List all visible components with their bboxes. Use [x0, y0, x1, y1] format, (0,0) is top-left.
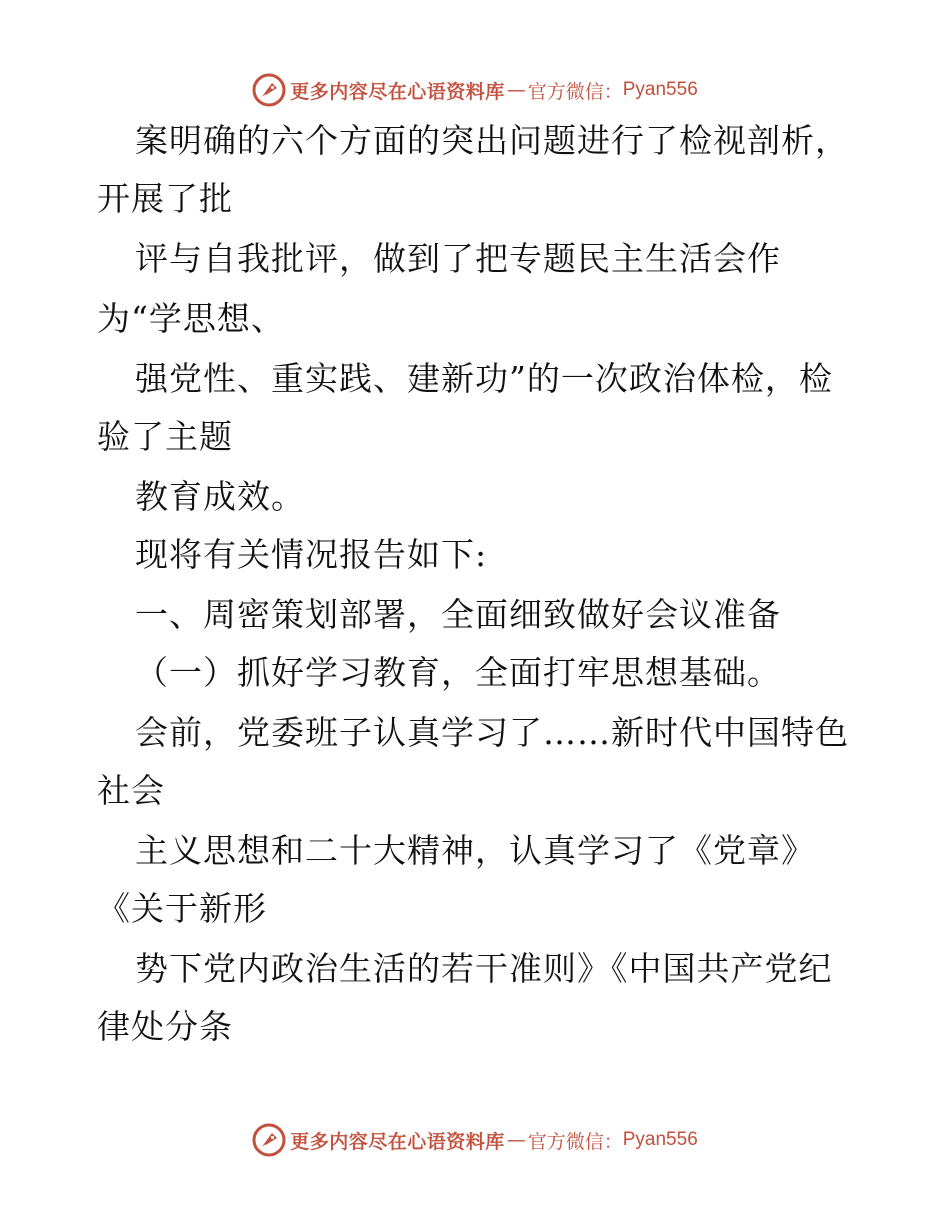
subsection-heading: （一）抓好学习教育，全面打牢思想基础。 [135, 653, 781, 692]
footer-brand-text: 更多内容尽在心语资料库 [290, 1130, 505, 1153]
footer-banner [0, 1120, 950, 1160]
body-line: 评与自我批评，做到了把专题民主生活会作 [135, 239, 781, 278]
pen-nib-logo-icon [252, 1123, 286, 1157]
footer-wechat-label: 官方微信： [527, 1130, 623, 1153]
body-line: 《关于新形 [97, 889, 267, 928]
body-line: 强党性、重实践、建新功”的一次政治体检，检 [135, 359, 833, 398]
header-separator: — [506, 79, 526, 101]
footer-separator: — [506, 1129, 526, 1151]
pen-nib-logo-icon [252, 73, 286, 107]
header-banner [0, 70, 950, 110]
body-line: 开展了批 [97, 179, 233, 218]
body-line: 案明确的六个方面的突出问题进行了检视剖析， [135, 121, 849, 160]
header-wechat-label: 官方微信： [527, 80, 623, 103]
header-brand-text: 更多内容尽在心语资料库 [290, 80, 505, 103]
body-line: 验了主题 [97, 417, 233, 456]
footer-wechat-id: Pyan556 [622, 1129, 698, 1150]
body-line: 律处分条 [97, 1007, 233, 1046]
body-line: 教育成效。 [135, 477, 305, 516]
body-line: 社会 [97, 771, 165, 810]
body-line: 为“学思想、 [97, 299, 285, 338]
body-line: 会前，党委班子认真学习了……新时代中国特色 [135, 713, 849, 752]
section-heading: 一、周密策划部署，全面细致做好会议准备 [135, 595, 781, 634]
body-line: 现将有关情况报告如下: [135, 535, 488, 574]
body-line: 势下党内政治生活的若干准则》《中国共产党纪 [135, 949, 833, 988]
header-wechat-id: Pyan556 [622, 79, 698, 100]
body-line: 主义思想和二十大精神，认真学习了《党章》 [135, 831, 815, 870]
